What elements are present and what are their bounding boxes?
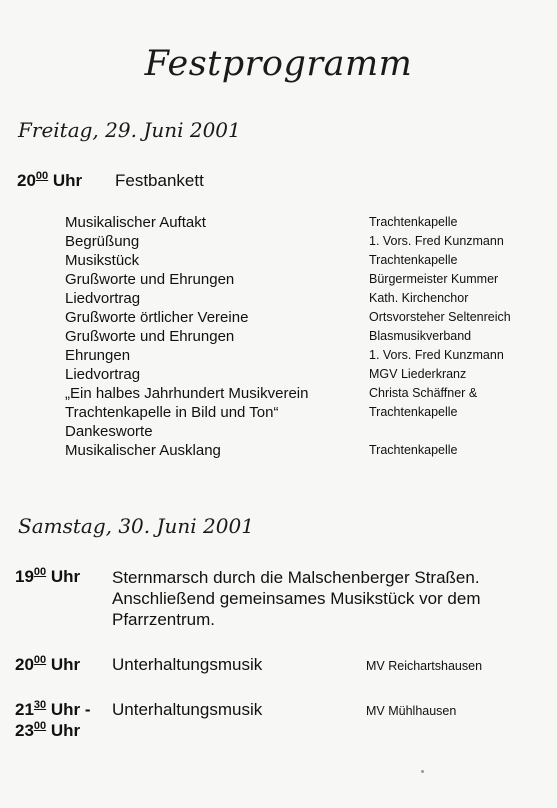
program-item-title: Liedvortrag (65, 290, 141, 307)
program-item-performer: Christa Schäffner & (369, 386, 478, 400)
program-item-performer: Kath. Kirchenchor (369, 291, 469, 305)
list-item (65, 232, 545, 251)
time-minutes: 00 (33, 720, 47, 732)
time-hour: 23 (15, 721, 34, 740)
saturday-time-1 (15, 567, 80, 587)
list-item (65, 251, 545, 270)
program-item-performer: Ortsvorsteher Seltenreich (369, 310, 511, 324)
saturday-time-2 (15, 655, 80, 675)
program-item-performer: MGV Liederkranz (369, 367, 467, 381)
scan-speck (421, 770, 424, 773)
time-hour: 20 (17, 171, 36, 190)
time-minutes: 00 (35, 170, 49, 182)
time-hour: 19 (15, 567, 34, 586)
program-item-title: Dankesworte (65, 423, 153, 440)
program-item-performer: 1. Vors. Fred Kunzmann (369, 234, 504, 248)
program-item-performer: Trachtenkapelle (369, 443, 458, 457)
list-item (65, 365, 545, 384)
friday-time (17, 171, 82, 191)
list-item (65, 403, 545, 422)
page-title: Festprogramm (144, 44, 413, 84)
saturday-event-2: Unterhaltungsmusik (112, 655, 263, 674)
program-item-title: Trachtenkapelle in Bild und Ton“ (65, 404, 279, 421)
saturday-event-3: Unterhaltungsmusik (112, 700, 263, 719)
program-item-title: Musikstück (65, 252, 140, 269)
time-minutes: 00 (33, 654, 47, 666)
saturday-heading: Samstag, 30. Juni 2001 (18, 514, 254, 538)
friday-program-list (65, 213, 545, 460)
time-suffix: Uhr (48, 171, 83, 190)
program-item-performer: Trachtenkapelle (369, 405, 458, 419)
time-suffix: Uhr (46, 721, 81, 740)
program-item-title: Musikalischer Ausklang (65, 442, 221, 459)
time-hour: 21 (15, 700, 34, 719)
list-item (65, 213, 545, 232)
saturday-event-1: Sternmarsch durch die Malschenberger Straßen. Anschließend gemeinsames Musikstück vor dem Pfarrzentrum. (112, 568, 481, 629)
program-item-title: Grußworte und Ehrungen (65, 328, 235, 345)
time-hour: 20 (15, 655, 34, 674)
saturday-performer-3: MV Mühlhausen (366, 704, 457, 718)
program-item-title: Ehrungen (65, 347, 131, 364)
program-item-title: Begrüßung (65, 233, 140, 250)
saturday-performer-2: MV Reichartshausen (366, 659, 483, 673)
program-item-title: Grußworte örtlicher Vereine (65, 309, 249, 326)
saturday-time-3 (15, 700, 91, 720)
time-suffix: Uhr - (46, 700, 91, 719)
program-item-performer: Trachtenkapelle (369, 215, 458, 229)
saturday-time-3-end (15, 721, 80, 741)
list-item (65, 289, 545, 308)
list-item (65, 308, 545, 327)
program-item-title: Liedvortrag (65, 366, 141, 383)
friday-event: Festbankett (115, 171, 204, 190)
time-minutes: 30 (33, 699, 47, 711)
time-minutes: 00 (33, 566, 47, 578)
friday-heading: Freitag, 29. Juni 2001 (18, 118, 241, 142)
program-item-performer: Blasmusikverband (369, 329, 472, 343)
time-suffix: Uhr (46, 655, 81, 674)
program-item-performer: 1. Vors. Fred Kunzmann (369, 348, 504, 362)
program-item-title: „Ein halbes Jahrhundert Musikverein (65, 385, 309, 402)
list-item (65, 346, 545, 365)
program-item-title: Grußworte und Ehrungen (65, 271, 235, 288)
list-item (65, 384, 545, 403)
program-item-performer: Trachtenkapelle (369, 253, 458, 267)
program-item-performer: Bürgermeister Kummer (369, 272, 499, 286)
list-item (65, 327, 545, 346)
list-item (65, 422, 545, 441)
list-item (65, 441, 545, 460)
time-suffix: Uhr (46, 567, 81, 586)
list-item (65, 270, 545, 289)
program-item-title: Musikalischer Auftakt (65, 214, 206, 231)
